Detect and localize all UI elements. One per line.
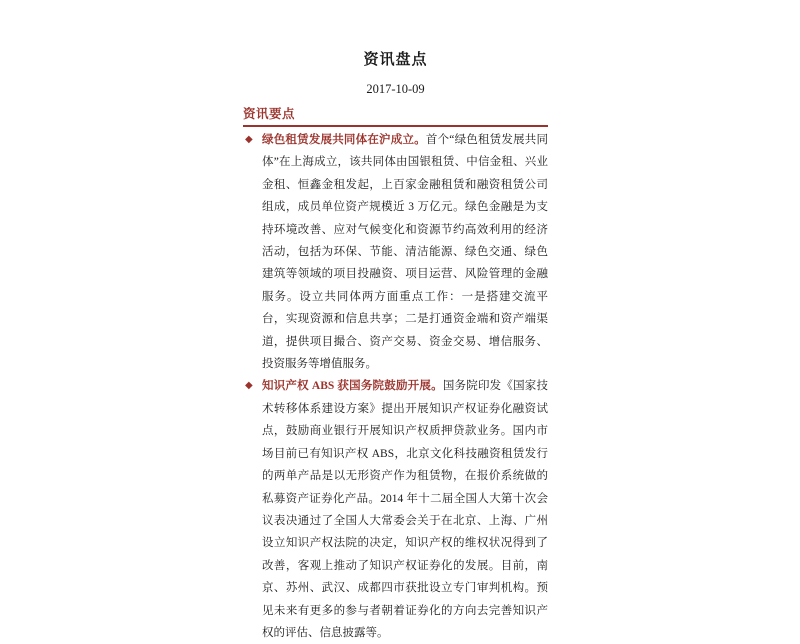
list-item bbox=[243, 129, 548, 375]
diamond-bullet-icon: ◆ bbox=[245, 134, 253, 145]
bullet-lead: 知识产权 ABS 获国务院鼓励开展。 bbox=[262, 380, 443, 393]
bullet-text bbox=[262, 129, 548, 375]
list-item bbox=[243, 375, 548, 644]
document-content bbox=[243, 48, 548, 644]
bullet-lead: 绿色租赁发展共同体在沪成立。 bbox=[262, 134, 426, 146]
bullet-body: 国务院印发《国家技术转移体系建设方案》提出开展知识产权证券化融资试点，鼓励商业银行开展知识产权质押贷款业务。国内市场目前已有知识产权 ABS，北京文化科技融资租赁发行的两单产品是以无形资产作为租赁物，在报价系统做的私募资产证券化产品。2014 年十二届全国人大第十次会议表决通过了全国人大常委会关于在北京、上海、广州设立知识产权法院的决定，知识产权的维权状况得到了改善，客观上推动了知识产权证券化的发展。目前，南京、苏州、武汉、成都四市获批设立专门审判机构。预见未来有更多的参与者朝着证券化的方向去完善知识产权的评估、信息披露等。 bbox=[262, 380, 549, 639]
bullet-list bbox=[243, 129, 548, 644]
page-title: 资讯盘点 bbox=[363, 52, 428, 68]
diamond-bullet-icon: ◆ bbox=[245, 380, 253, 392]
bullet-body: 首个“绿色租赁发展共同体”在上海成立，该共同体由国银租赁、中信金租、兴业金租、恒鑫金租发起，上百家金融租赁和融资租赁公司组成，成员单位资产规模近 3 万亿元。绿色金融是为支持环境改善、应对气候变化和资源节约高效利用的经济活动，包括为环保、节能、清洁能源、绿色交通、绿色建筑等领域的项目投融资、项目运营、风险管理的金融服务。设立共同体两方面重点工作：一是搭建交流平台，实现资源和信息共享；二是打通资金端和资产端渠道，提供项目撮合、资产交易、资金交易、增信服务、投资服务等增值服务。 bbox=[262, 134, 549, 371]
document-date: 2017-10-09 bbox=[366, 82, 425, 96]
bullet-text bbox=[262, 375, 548, 644]
section-header: 资讯要点 bbox=[243, 104, 548, 127]
